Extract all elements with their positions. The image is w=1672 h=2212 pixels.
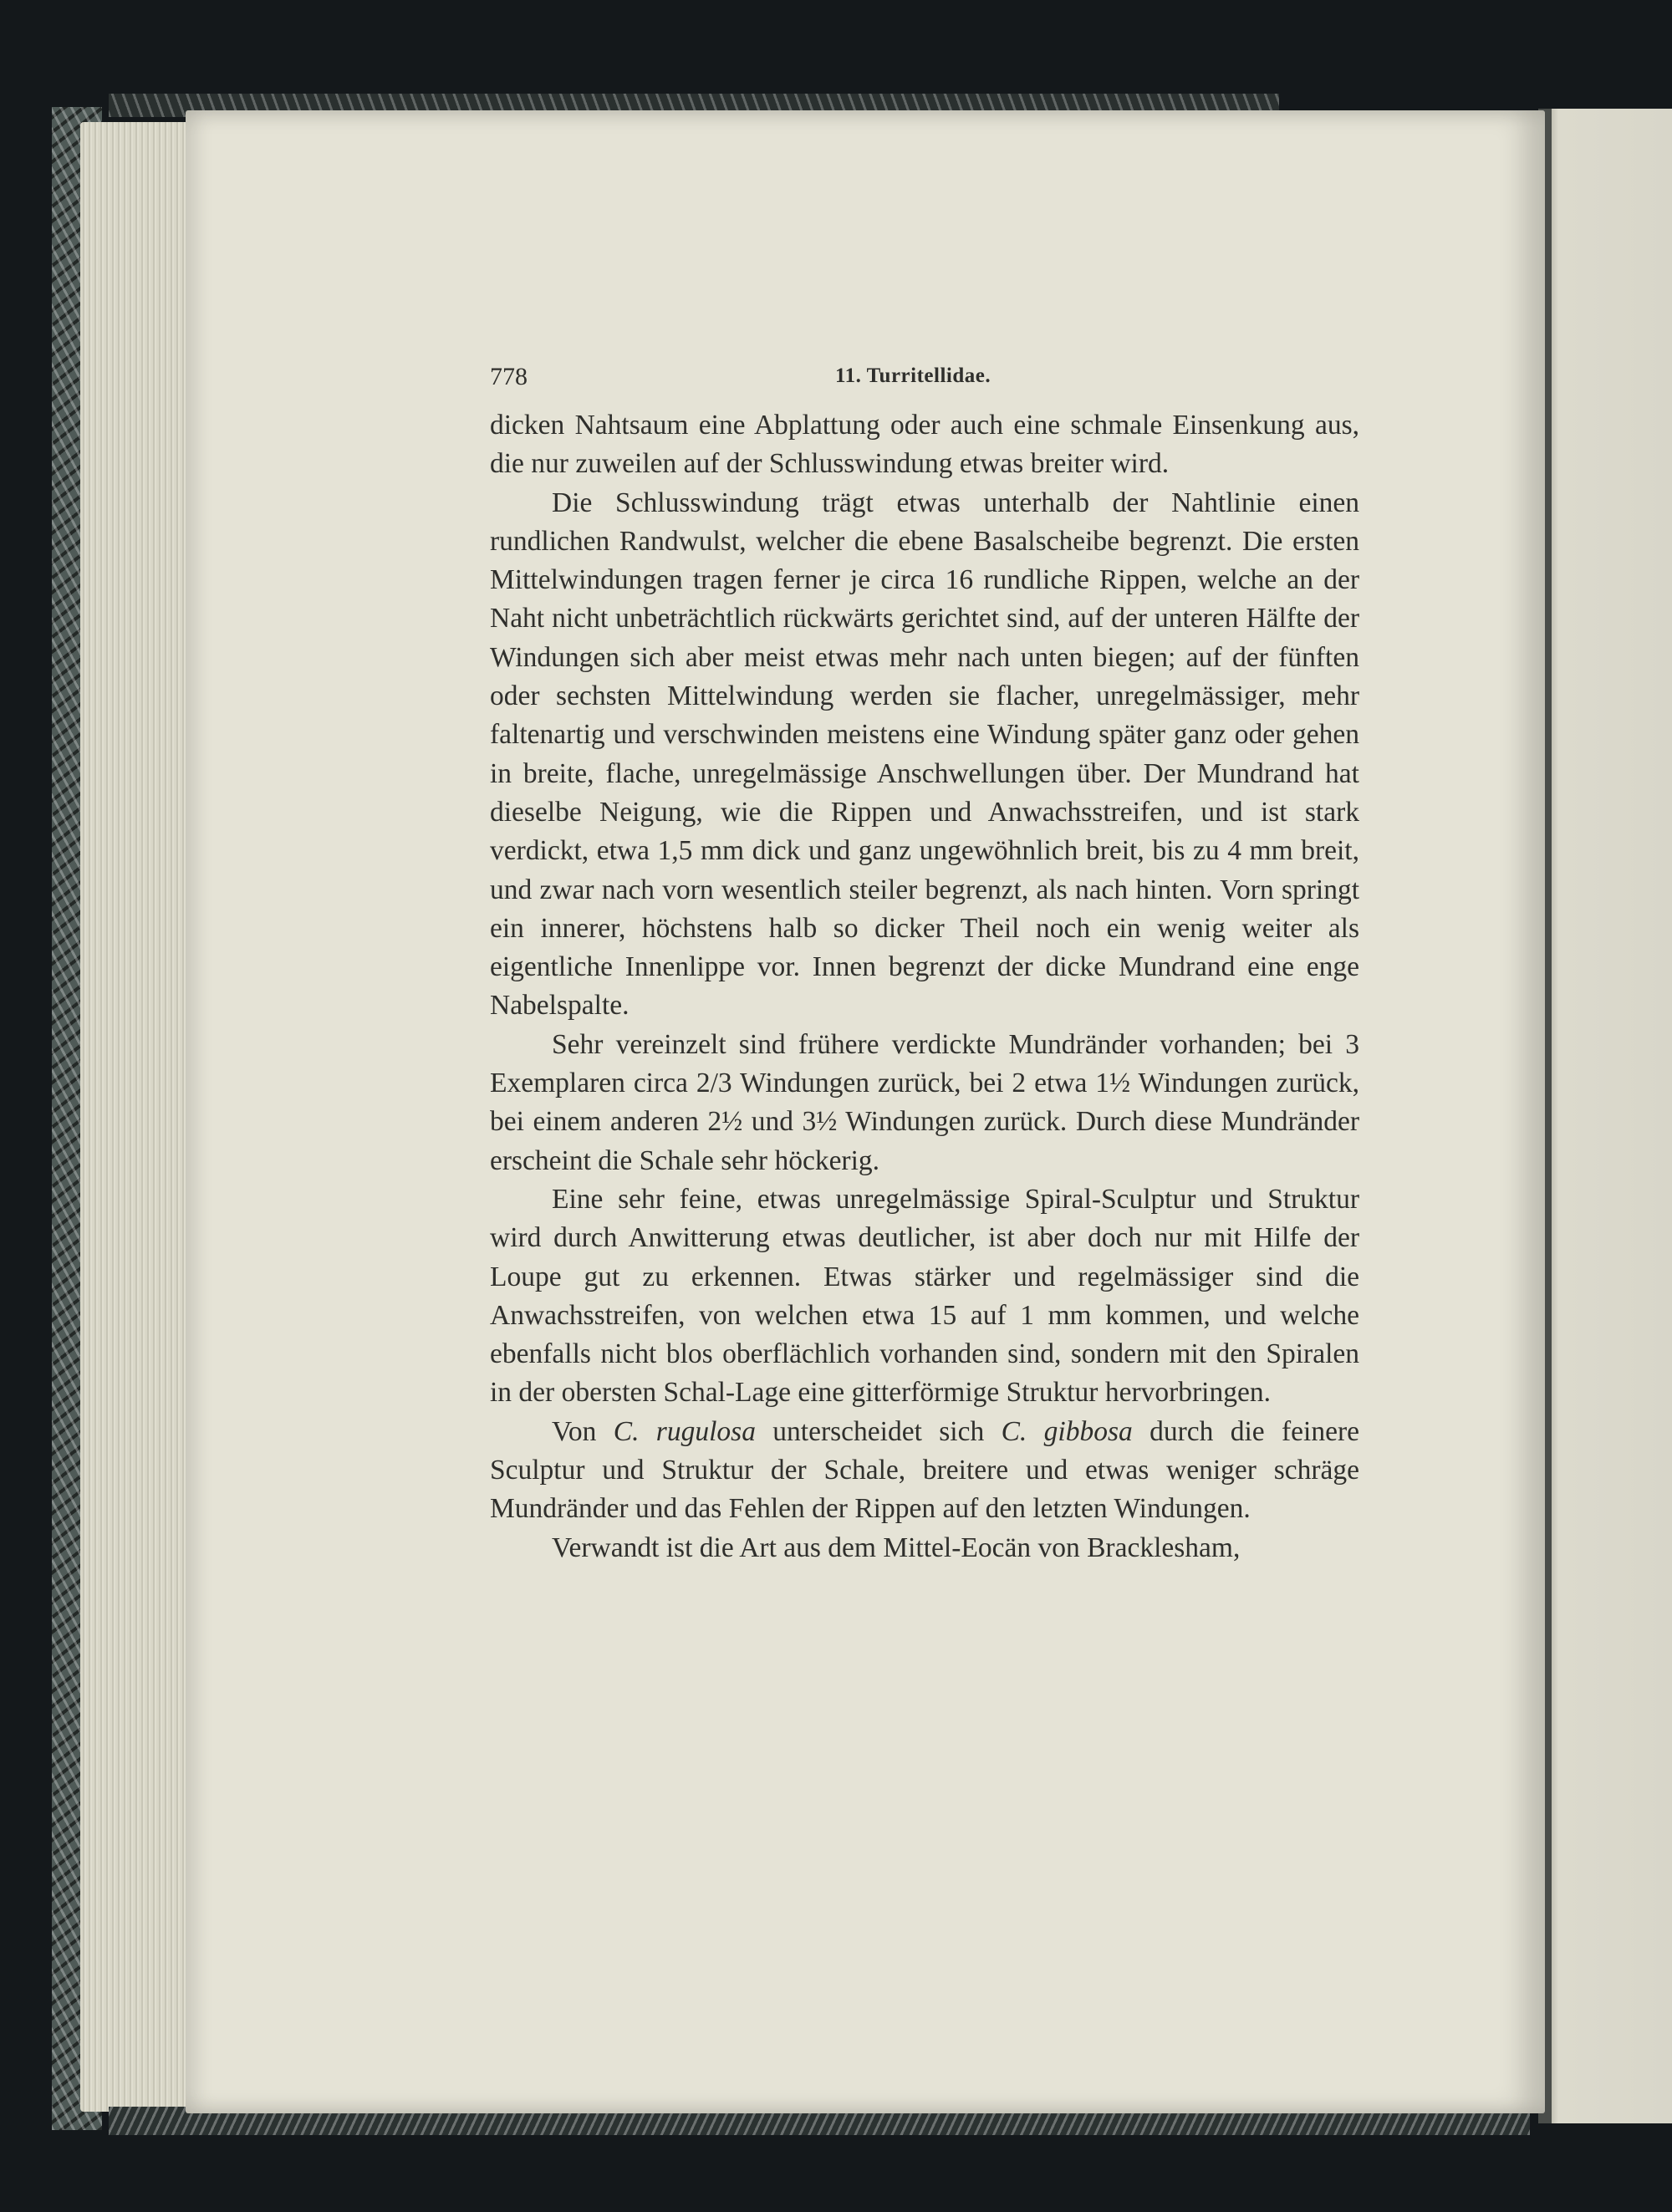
paragraph-1: dicken Nahtsaum eine Abplattung oder auch eine schmale Einsenkung aus, die nur zuweilen auf der Schlusswindung etwas breiter wird. [490,410,1359,480]
paragraph-5 [490,1413,1359,1529]
paragraph-4: Eine sehr feine, etwas unregelmässige Spiral-Sculptur und Struktur wird durch Anwitterung etwas deutlicher, ist aber doch nur mit Hilfe der Loupe gut zu erkennen. Etwas stärker und regelmässiger sind die Anwachsstreifen, von welchen etwa 15 auf 1 mm kommen, und welche ebenfalls nicht blos oberflächlich vorhanden sind, sondern mit den Spiralen in der obersten Schal-Lage eine gitterförmige Struktur hervorbringen. [490,1183,1359,1409]
para5-text-2: unterscheidet sich [755,1415,1002,1447]
para5-text-1: Von [552,1415,614,1447]
running-head: 11. Turritellidae. [835,364,991,387]
page-text [490,359,1359,1567]
facing-page-edge [1548,109,1672,2123]
species-name-rugulosa: C. rugulosa [613,1415,756,1447]
paragraph-2: Die Schlusswindung trägt etwas unterhalb der Nahtlinie einen rundlichen Randwulst, welcher die ebene Basalscheibe begrenzt. Die ersten Mittelwindungen tragen ferner je circa 16 rundliche Rippen, welche an der Naht nicht unbeträchtlich rückwärts gerichtet sind, auf der unteren Hälfte der Windungen sich aber meist etwas mehr nach unten biegen; auf der fünften oder sechsten Mittelwindung werden sie flacher, unregelmässiger, mehr faltenartig und verschwinden meistens eine Windung später ganz oder gehen in breite, flache, unregelmässige Anschwellungen über. Der Mundrand hat dieselbe Neigung, wie die Rippen und Anwachsstreifen, und ist stark verdickt, etwa 1,5 mm dick und ganz ungewöhnlich breit, bis zu 4 mm breit, und zwar nach vorn wesentlich steiler begrenzt, als nach hinten. Vorn springt ein innerer, höchstens halb so dicker Theil noch ein wenig weiter als eigentliche Innenlippe vor. Innen begrenzt der dicke Mundrand eine enge Nabelspalte. [490,487,1359,1022]
para5-text-3: durch die feinere Sculptur und Struktur der Schale, breitere und etwas weniger schräge Mundränder und das Fehlen der Rippen auf den letzten Windungen. [490,1415,1359,1525]
paragraph-6: Verwandt ist die Art aus dem Mittel-Eocän von Bracklesham, [552,1532,1241,1563]
page-header [490,359,1359,406]
species-name-gibbosa: C. gibbosa [1001,1415,1133,1447]
page-number: 778 [490,363,528,390]
paragraph-3: Sehr vereinzelt sind frühere verdickte Mundränder vorhanden; bei 3 Exemplaren circa 2/3 Windungen zurück, bei 2 etwa 1½ Windungen zurück, bei einem anderen 2½ und 3½ Windungen zurück. Durch diese Mundränder erscheint die Schale sehr höckerig. [490,1028,1359,1176]
